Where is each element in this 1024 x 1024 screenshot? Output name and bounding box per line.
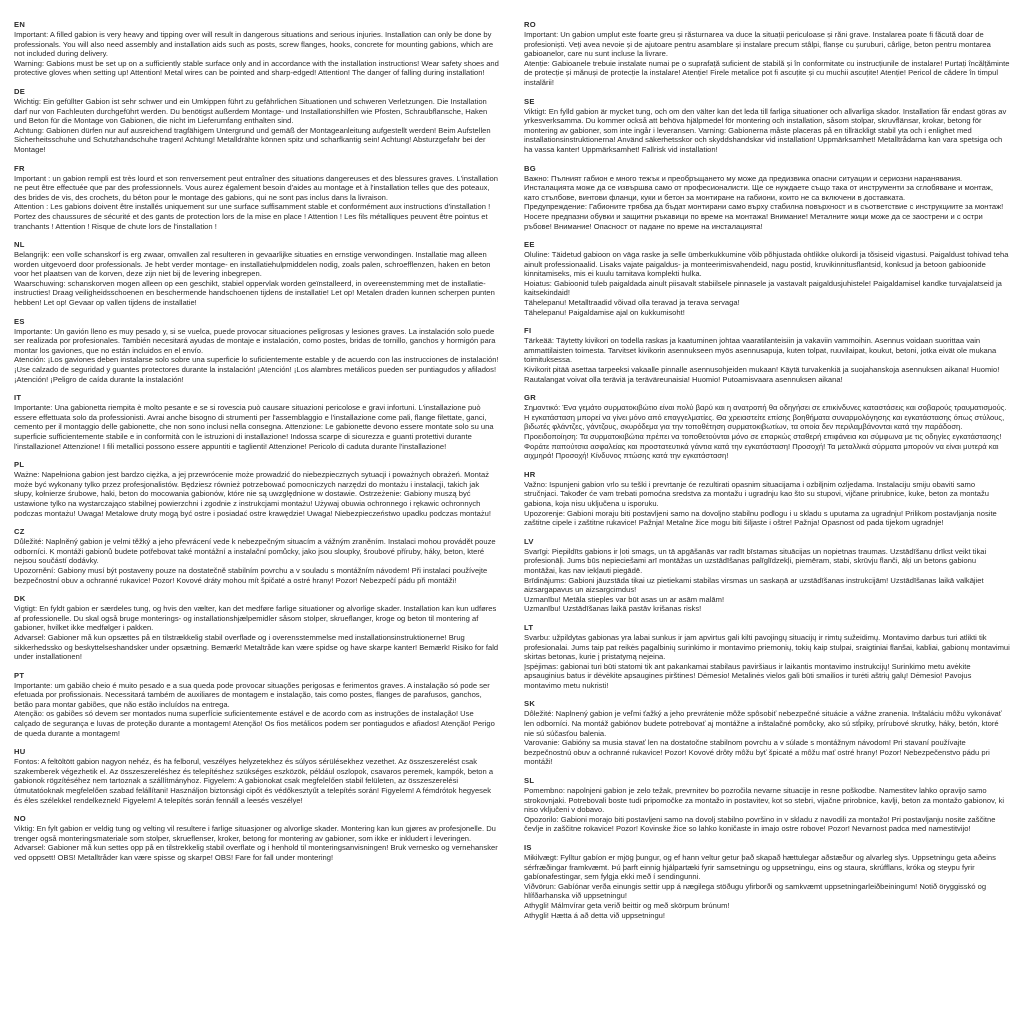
language-code: BG (524, 163, 536, 173)
language-section-ro (524, 20, 1010, 88)
language-section-hu (14, 747, 500, 805)
language-code: NL (14, 240, 25, 250)
safety-notice-text: Важно: Пълният габион е много тежък и преобръщането му може да предизвика опасни ситуации и сериозни наранявания. Инсталацията може да се извършва само от професионалисти. Ще се нуждаете също така от инструменти за сглобяване и монтаж, като стълбове, винтови фланци, куки и бетон за монтиране на габиони, които не са включени в доставката. Предупреждение: Габионите трябва да бъдат монтирани само върху стабилна повърхност и в съответствие с инструкциите за монтаж! Носете предпазни обувки и защитни ръкавици по време на монтажа! Внимание! Металните жици може да се заострени и с остри ръбове! Внимание! Опасност от падане по време на инсталацията! (524, 173, 1004, 231)
safety-notice-text: Svarīgi: Piepildīts gabions ir ļoti smags, un tā apgāšanās var radīt bīstamas situācijas un nopietnas traumas. Uzstādīšanu drīkst veikt tikai profesionāļi. Jums būs nepieciešami arī montāžas un uzstādīšanas palīglīdzekļi, piemēram, stabi, skrūvju flanči, āķi un betons gabionu montāžai, kas nav iekļauti piegādē. Brīdinājums: Gabioni jāuzstāda tikai uz pietiekami stabilas virsmas un saskaņā ar uzstādīšanas instrukcijām! Uzstādīšanas laikā valkājiet aizsargapavus un aizsargcimdus! Uzmanību! Metāla stieples var būt asas un ar asām malām! Uzmanību! Uzstādīšanas laikā pastāv krišanas risks! (524, 546, 987, 614)
language-code: DK (14, 594, 26, 604)
language-code: PT (14, 670, 25, 680)
language-section-gr (524, 393, 1010, 461)
safety-notice-text: Viktig: En fylt gabion er veldig tung og velting vil resultere i farlige situasjoner og alvorlige skader. Montering kan kun gjøres av profesjonelle. Du trenger også monteringsmateriale som stolper, skrueflenser, kroker, betong for montering av gabioner, som ikke er inkludert i leveringen. Advarsel: Gabioner må kun settes opp på en tilstrekkelig stabil overflate og i henhold til monteringsanvisningen! Bruk vernesko og vernehansker ved oppsett! OBS! Metalltråder kan være spisse og skarpe! OBS! Fare for fall under montering! (14, 824, 498, 862)
language-section-en (14, 20, 500, 78)
language-section-lt (524, 623, 1010, 691)
safety-notice-text: Fontos: A feltöltött gabion nagyon nehéz, és ha felborul, veszélyes helyzetekhez és súlyos sérülésekhez vezethet. Az összeszerelést csak szakemberek végezhetik el. Az összeszereléshez és telepítéshez szükséges eszközök, például oszlopok, csavaros peremek, kampók, beton a gabionok rögzítéséhez nem tartoznak a szállítmányhoz. Figyelem: A gabionokat csak megfelelően stabil felületen, az összeszerelési útmutatóoknak megfelelően szabad felállítani! Használjon biztonsági cipőt és védőkesztyűt a telepítés során! Figyelem! A fémdrótok hegyesek és éles szélekkel rendelkeznek! Figyelem! A telepítés során fennáll a leesés veszélye! (14, 757, 494, 805)
safety-notice-text: Belangrijk: een volle schanskorf is erg zwaar, omvallen zal resulteren in gevaarlijke situaties en ernstige verwondingen. Installatie mag alleen worden uitgevoerd door professionals. Je hebt verder montage- en installatiehulpmiddelen nodig, zoals palen, schroefflenzen, haken en beton voor het plaatsen van de korven, deze zijn niet bij de levering inbegrepen. Waarschuwing: schanskorven mogen alleen op een geschikt, stabiel oppervlak worden geïnstalleerd, in overeenstemming met de installatie-instructies! Draag veiligheidsschoenen en beschermende handschoenen tijdens de installatie! Let op! Metalen draden kunnen scherpen punten hebben! Let op! Gevaar op vallen tijdens de installatie! (14, 250, 495, 308)
right-column (524, 20, 1010, 1024)
safety-notice-text: Važno: Ispunjeni gabion vrlo su teški i prevrtanje će rezultirati opasnim situacijama i ozbiljnim ozljedama. Instalaciju smiju obaviti samo stručnjaci. Također će vam trebati pomoćna sredstva za montažu i ugradnju kao što su stupovi, vijčane prirubnice, kuke, beton za montažu gabiona, koja nisu uključena u isporuku. Upozorenje: Gabioni moraju biti postavljeni samo na dovoljno stabilnu podlogu i u skladu s uputama za ugradnju! Prilikom postavljanja nosite zaštitne cipele i zaštitne rukavice! Pažnja! Metalne žice mogu biti šiljaste i oštre! Pažnja! Opasnost od pada tijekom ugradnje! (524, 479, 997, 528)
language-code: HU (14, 747, 26, 757)
safety-notice-text: Oluline: Täidetud gabioon on väga raske ja selle ümberkukkumine võib põhjustada ohtlikke olukordi ja tõsiseid vigastusi. Paigaldust tohivad teha ainult professionaalid. Lisaks vajate paigaldus- ja monteerimisvahendeid, nagu postid, kruvikinnitusflantsid, konksud ja betoon gabioonide kinnitamiseks, mis ei kuulu tarnitava komplekti hulka. Hoiatus: Gabioonid tuleb paigaldada ainult piisavalt stabiilsele pinnasele ja vastavalt paigaldusjuhistele! Paigaldamisel kandke turvajalatseid ja kaitsekindaid! Tähelepanu! Metalltraadid võivad olla teravad ja terava servaga! Tähelepanu! Paigaldamise ajal on kukkumisoht! (524, 250, 1009, 317)
language-code: ES (14, 316, 25, 326)
language-section-is (524, 843, 1010, 920)
language-section-it (14, 393, 500, 451)
safety-notice-text: Important : un gabion rempli est très lourd et son renversement peut entraîner des situations dangereuses et des blessures graves. L'installation ne peut être effectuée que par des professionnels. Vous aurez également besoin d'aides au montage et à l'installation telles que des poteaux, des brides de vis, des crochets, du béton pour le montage des gabions, qui ne sont pas inclus dans la livraison. Attention : Les gabions doivent être installés uniquement sur une surface suffisamment stable et conformément aux instructions d'installation ! Portez des chaussures de sécurité et des gants de protection lors de la mise en place ! Attention ! Les fils métalliques peuvent être pointus et tranchants ! Attention ! Risque de chute lors de l'installation ! (14, 173, 498, 231)
language-code: EE (524, 240, 535, 250)
safety-notice-text: Ważne: Napełniona gabion jest bardzo ciężka, a jej przewrócenie może prowadzić do niebezpiecznych sytuacji i poważnych obrażeń. Montaż może być wykonany tylko przez profesjonalistów. Będziesz również potrzebować pomocniczych narzędzi do montażu i instalacji, takich jak słupy, kołnierze śrubowe, haki, beton do mocowania gabionów, które nie są uwzględnione w dostawie. Ostrzeżenie: Gabiony muszą być ustawione tylko na wystarczająco stabilnej powierzchni i zgodnie z instrukcjami montażu! Używaj obuwia ochronnego i rękawic ochronnych podczas montażu! Uwaga! Metalowe druty mogą być ostre i posiadać ostre krawędzie! Uwaga! Niebezpieczeństwo upadku podczas montażu! (14, 470, 491, 518)
language-code: FI (524, 326, 532, 336)
safety-notice-text: Viktigt: En fylld gabion är mycket tung, och om den välter kan det leda till farliga situationer och allvarliga skador. Installation får endast göras av yrkesverksamma. Du kommer också att behöva hjälpmedel för montering och installation, såsom stolpar, skruvflänsar, krokar, betong för montering av gabioner, som inte ingår i leveransen. Varning: Gabionerna måste placeras på en tillräckligt stabil yta och i enlighet med installationsinstruktionerna! Använd säkerhetsskor och skyddshandskar vid installation! Uppmärksamhet! Metalltrådarna kan vara spetsiga och ha vassa kanter! Uppmärksamhet! Fallrisk vid installation! (524, 106, 1007, 154)
language-section-sl (524, 776, 1010, 834)
language-section-sk (524, 699, 1010, 767)
safety-notice-text: Important: A filled gabion is very heavy and tipping over will result in dangerous situations and serious injuries. Installation can only be done by professionals. You will also need assembly and installation aids such as posts, screw flanges, hooks, concrete for mounting gabions, which are not included during delivery. Warning: Gabions must be set up on a sufficiently stable surface only and in accordance with the installation instructions! Wear safety shoes and protective gloves when setting up! Attention! Metal wires can be pointed and sharp-edged! Attention! The danger of falling during installation! (14, 30, 499, 78)
language-section-de (14, 87, 500, 155)
language-code: LV (524, 536, 534, 546)
language-code: RO (524, 20, 536, 29)
left-column (14, 20, 500, 1024)
safety-notice-text: Important: Un gabion umplut este foarte greu și răsturnarea va duce la situații periculoase și răni grave. Instalarea poate fi făcută doar de profesioniști. Veți avea nevoie și de ajutoare pentru asamblare și instalare precum stâlpi, flanșe cu șuruburi, cârlige, beton pentru montarea gabioanelor, care nu sunt incluse la livrare. Atenție: Gabioanele trebuie instalate numai pe o suprafață suficient de stabilă și în conformitate cu instrucțiunile de instalare! Purtați încălțăminte de protecție și mănuși de protecție la instalare! Atenție! Firele metalice pot fi ascuțite și cu muchii ascuțite! Atenție! Pericol de cădere în timpul instalării! (524, 30, 1010, 87)
language-code: SL (524, 776, 535, 786)
safety-notice-text: Importante: Una gabionetta riempita è molto pesante e se si rovescia può causare situazioni pericolose e gravi infortuni. L'installazione può essere effettuata solo da professionisti. Avrai anche bisogno di strumenti per l'assemblaggio e l'installazione come pali, flange filettate, ganci, cemento per il montaggio delle gabionette, che non sono inclusi nella consegna. Attenzione: Le gabionette devono essere montate solo su una superficie sufficientemente stabile e in conformità con le istruzioni di installazione! Indossa scarpe di sicurezza e guanti protettivi durante l'installazione! Attenzione! I fili metallici possono essere appuntiti e taglienti! Attenzione! Pericolo di caduta durante l'installazione! (14, 403, 494, 451)
language-section-no (14, 814, 500, 862)
safety-notice-text: Důležité: Naplněný gabion je velmi těžký a jeho převrácení vede k nebezpečným situacím a vážným zraněním. Instalaci mohou provádět pouze odborníci. K montáži gabionů budete potřebovat také montážní a instalační pomůcky, jako jsou sloupky, šroubové příruby, háky, beton, které nejsou součástí dodávky. Upozornění: Gabiony musí být postaveny pouze na dostatečně stabilním povrchu a v souladu s montážním návodem! Při instalaci používejte bezpečnostní obuv a ochranné rukavice! Pozor! Kovové dráty mohou mít špičaté a ostré hrany! Pozor! Nebezpečí pádu při montáži! (14, 537, 496, 585)
language-code: SK (524, 699, 536, 709)
language-section-fi (524, 326, 1010, 384)
language-code: FR (14, 163, 25, 173)
language-code: GR (524, 393, 536, 403)
safety-notice-text: Svarbu: užpildytas gabionas yra labai sunkus ir jam apvirtus gali kilti pavojingų situacijų ir rimtų sužeidimų. Montavimo darbus turi atlikti tik profesionalai. Jums taip pat reikės pagalbinių surinkimo ir montavimo priemonių, tokių kaip stulpai, sraigtiniai flanšai, kabliai, gabionų montavimui skirtas betonas, kurie į pristatymą neįeina. Įspėjimas: gabionai turi būti statomi tik ant pakankamai stabilaus paviršiaus ir laikantis montavimo instrukcijų! Surinkimo metu avėkite apsauginius batus ir dėvėkite apsaugines pirštines! Dėmesio! Metalinės vielos gali būti smailios ir turėti aštrių galų! Dėmesio! Pavojus montavimo metu nukristi! (524, 632, 1010, 690)
language-code: CZ (14, 527, 25, 537)
language-code: NO (14, 814, 26, 824)
language-section-lv (524, 537, 1010, 614)
language-code: EN (14, 20, 26, 29)
safety-notice-text: Dôležité: Naplnený gabion je veľmi ťažký a jeho prevrátenie môže spôsobiť nebezpečné situácie a vážne zranenia. Inštaláciu môžu vykonávať len odborníci. Na montáž gabiónov budete potrebovať aj montážne a inštalačné pomôcky, ako sú stĺpiky, prírubové skrutky, háky, betón, ktoré nie sú súčasťou balenia. Varovanie: Gabióny sa musia stavať len na dostatočne stabilnom povrchu a v súlade s montážnym návodom! Pri stavaní používajte bezpečnostnú obuv a ochranné rukavice! Pozor! Kovové drôty môžu byť špicaté a môžu mať ostré hrany! Pozor! Nebezpečenstvo pádu pri montáži! (524, 709, 1002, 767)
language-code: HR (524, 469, 536, 479)
language-code: DE (14, 86, 26, 96)
safety-notice-text: Wichtig: Ein gefüllter Gabion ist sehr schwer und ein Umkippen führt zu gefährlichen Situationen und schweren Verletzungen. Die Installation darf nur von Fachleuten durchgeführt werden. Du benötigst außerdem Montage- und Installationshilfen wie Pfosten, Schraubflansche, Haken und Beton für die Montage von Gabionen, die nicht im Lieferumfang enthalten sind. Achtung: Gabionen dürfen nur auf ausreichend tragfähigem Untergrund und gemäß der Montageanleitung aufgestellt werden! Beim Aufstellen Sicherheitsschuhe und Schutzhandschuhe tragen! Achtung! Metalldrähte können spitz und scharfkantig sein! Achtung! Absturzgefahr bei der Montage! (14, 96, 491, 154)
language-section-pl (14, 460, 500, 518)
safety-notice-text: Importante: um gabião cheio é muito pesado e a sua queda pode provocar situações perigosas e ferimentos graves. A instalação só pode ser efetuada por profissionais. Necessitará também de auxiliares de montagem e instalação, tais como postes, flanges de parafusos, ganchos, betão para montar gabiões, que não estão incluídos na entrega. Atenção: os gabiões só devem ser montados numa superfície suficientemente estável e de acordo com as instruções de instalação! Use calçado de segurança e luvas de proteção durante a montagem! Atenção! Os fios metálicos podem ser pontiagudos e afiados! Atenção! Perigo de queda durante a montagem! (14, 680, 495, 738)
language-section-ee (524, 240, 1010, 317)
safety-notice-text: Pomembno: napolnjeni gabion je zelo težak, prevrnitev bo pozročila nevarne situacije in resne poškodbe. Namestitev lahko opravijo samo strokovnjaki. Potrebovali boste tudi pripomočke za montažo in postavitev, kot so stebri, vijačne prirobnice, kavlji, beton za montažo gabionov, ki niso vključeni v dobavo. Opozorilo: Gabioni morajo biti postavljeni samo na dovolj stabilno površino in v skladu z navodili za montažo! Pri postavljanju nosite zaščitne čevlje in zaščitne rokavice! Pozor! Kovinske žice so lahko koničaste in imajo ostre robove! Pozor! Nevarnost padca med namestitvijo! (524, 786, 1005, 834)
language-section-cz (14, 527, 500, 585)
safety-notice-text: Σημαντικό: Ένα γεμάτο συρματοκιβώτιο είναι πολύ βαρύ και η ανατροπή θα οδηγήσει σε επικίνδυνες καταστάσεις και σοβαρούς τραυματισμούς. Η εγκατάσταση μπορεί να γίνει μόνο από επαγγελματίες. Θα χρειαστείτε επίσης βοηθήματα συναρμολόγησης και εγκατάστασης όπως στύλους, βιδωτές φλάντζες, γάντζους, σκυρόδεμα για την τοποθέτηση συρματοκιβωτίων, τα οποία δεν περιλαμβάνονται κατά την παράδοση. Προειδοποίηση: Τα συρματοκιβώτια πρέπει να τοποθετούνται μόνο σε επαρκώς σταθερή επιφάνεια και σύμφωνα με τις οδηγίες εγκατάστασης! Φοράτε παπούτσια ασφαλείας και προστατευτικά γάντια κατά την εγκατάσταση! Προσοχή! Τα μεταλλικά σύρματα μπορούν να είναι μυτερά και αιχμηρά! Προσοχή! Κίνδυνος πτώσης κατά την εγκατάσταση! (524, 403, 1007, 461)
language-section-nl (14, 240, 500, 308)
language-section-es (14, 317, 500, 385)
language-code: IT (14, 393, 22, 403)
safety-notice-text: Importante: Un gavión lleno es muy pesado y, si se vuelca, puede provocar situaciones peligrosas y lesiones graves. La instalación solo puede ser realizada por profesionales. También necesitará ayudas de montaje e instalación, como postes, bridas de tornillo, ganchos y hormigón para montar los gaviones, que no están incluidos en el envío. Atención: ¡Los gaviones deben instalarse solo sobre una superficie lo suficientemente estable y de acuerdo con las instrucciones de instalación! ¡Use calzado de seguridad y guantes protectores durante la instalación! ¡Atención! ¡Los alambres metálicos pueden ser puntiagudos y afilados! ¡Atención! ¡Peligro de caída durante la instalación! (14, 326, 499, 384)
language-code: IS (524, 843, 532, 852)
language-code: LT (524, 622, 534, 632)
language-section-bg (524, 164, 1010, 232)
language-code: SE (524, 96, 535, 106)
language-section-fr (14, 164, 500, 232)
language-section-pt (14, 671, 500, 739)
language-section-hr (524, 470, 1010, 528)
safety-notice-text: Mikilvægt: Fylltur gabíon er mjög þungur, og ef hann veltur getur það skapað hættulegar aðstæður og alvarleg slys. Uppsetningu geta aðeins sérfræðingar framkvæmt. Þú þarft einnig hjálpartæki fyrir samsetningu og uppsetningu, eins og staura, skrúfflans, króka og steypu fyrir gabíonafestingar, sem fylgja ekki með í sendingunni. Viðvörun: Gabíónar verða einungis settir upp á nægilega stöðugu yfirborði og samkvæmt uppsetningarleiðbeiningum! Notið öryggisskó og hlífðarhanska við uppsetningu! Athygli! Málmvírar geta verið beittir og með skörpum brúnum! Athygli! Hætta á að detta við uppsetningu! (524, 853, 996, 920)
language-code: PL (14, 460, 25, 470)
language-section-dk (14, 594, 500, 662)
safety-notice-text: Tärkeää: Täytetty kivikori on todella raskas ja kaatuminen johtaa vaaratilanteisiin ja vakaviin vammoihin. Asennus voidaan suorittaa vain ammattilaisten toimesta. Tarvitset kivikorin asennukseen myös asennusapuja, kuten tolpat, ruuvilaipat, koukut, betoni, jotka eivät ole mukana toimituksessa. Kivikorit pitää asettaa tarpeeksi vakaalle pinnalle asennusohjeiden mukaan! Käytä turvakenkiä ja suojahanskoja asennuksen aikana! Huomio! Rautalangat voivat olla teräviä ja teräväreunaisia! Huomio! Putoamisvaara asennuksen aikana! (524, 336, 1000, 384)
language-section-se (524, 97, 1010, 155)
safety-notice-text: Vigtigt: En fyldt gabion er særdeles tung, og hvis den vælter, kan det medføre farlige situationer og alvorlige skader. Installation kan kun udføres af professionelle. Du skal også bruge monterings- og installationshjælpemidler såsom stolper, skrueflanger, kroge og beton til montering af gabioner, hvilket ikke medfølger i pakken. Advarsel: Gabioner må kun opsættes på en tilstrækkelig stabil overflade og i overensstemmelse med installationsinstruktionerne! Brug sikkerhedssko og beskyttelseshandsker under opsætning. Bemærk! Metaltråde kan være spidse og have skarpe kanter! Bemærk! Risiko for fald under installationen! (14, 604, 499, 662)
